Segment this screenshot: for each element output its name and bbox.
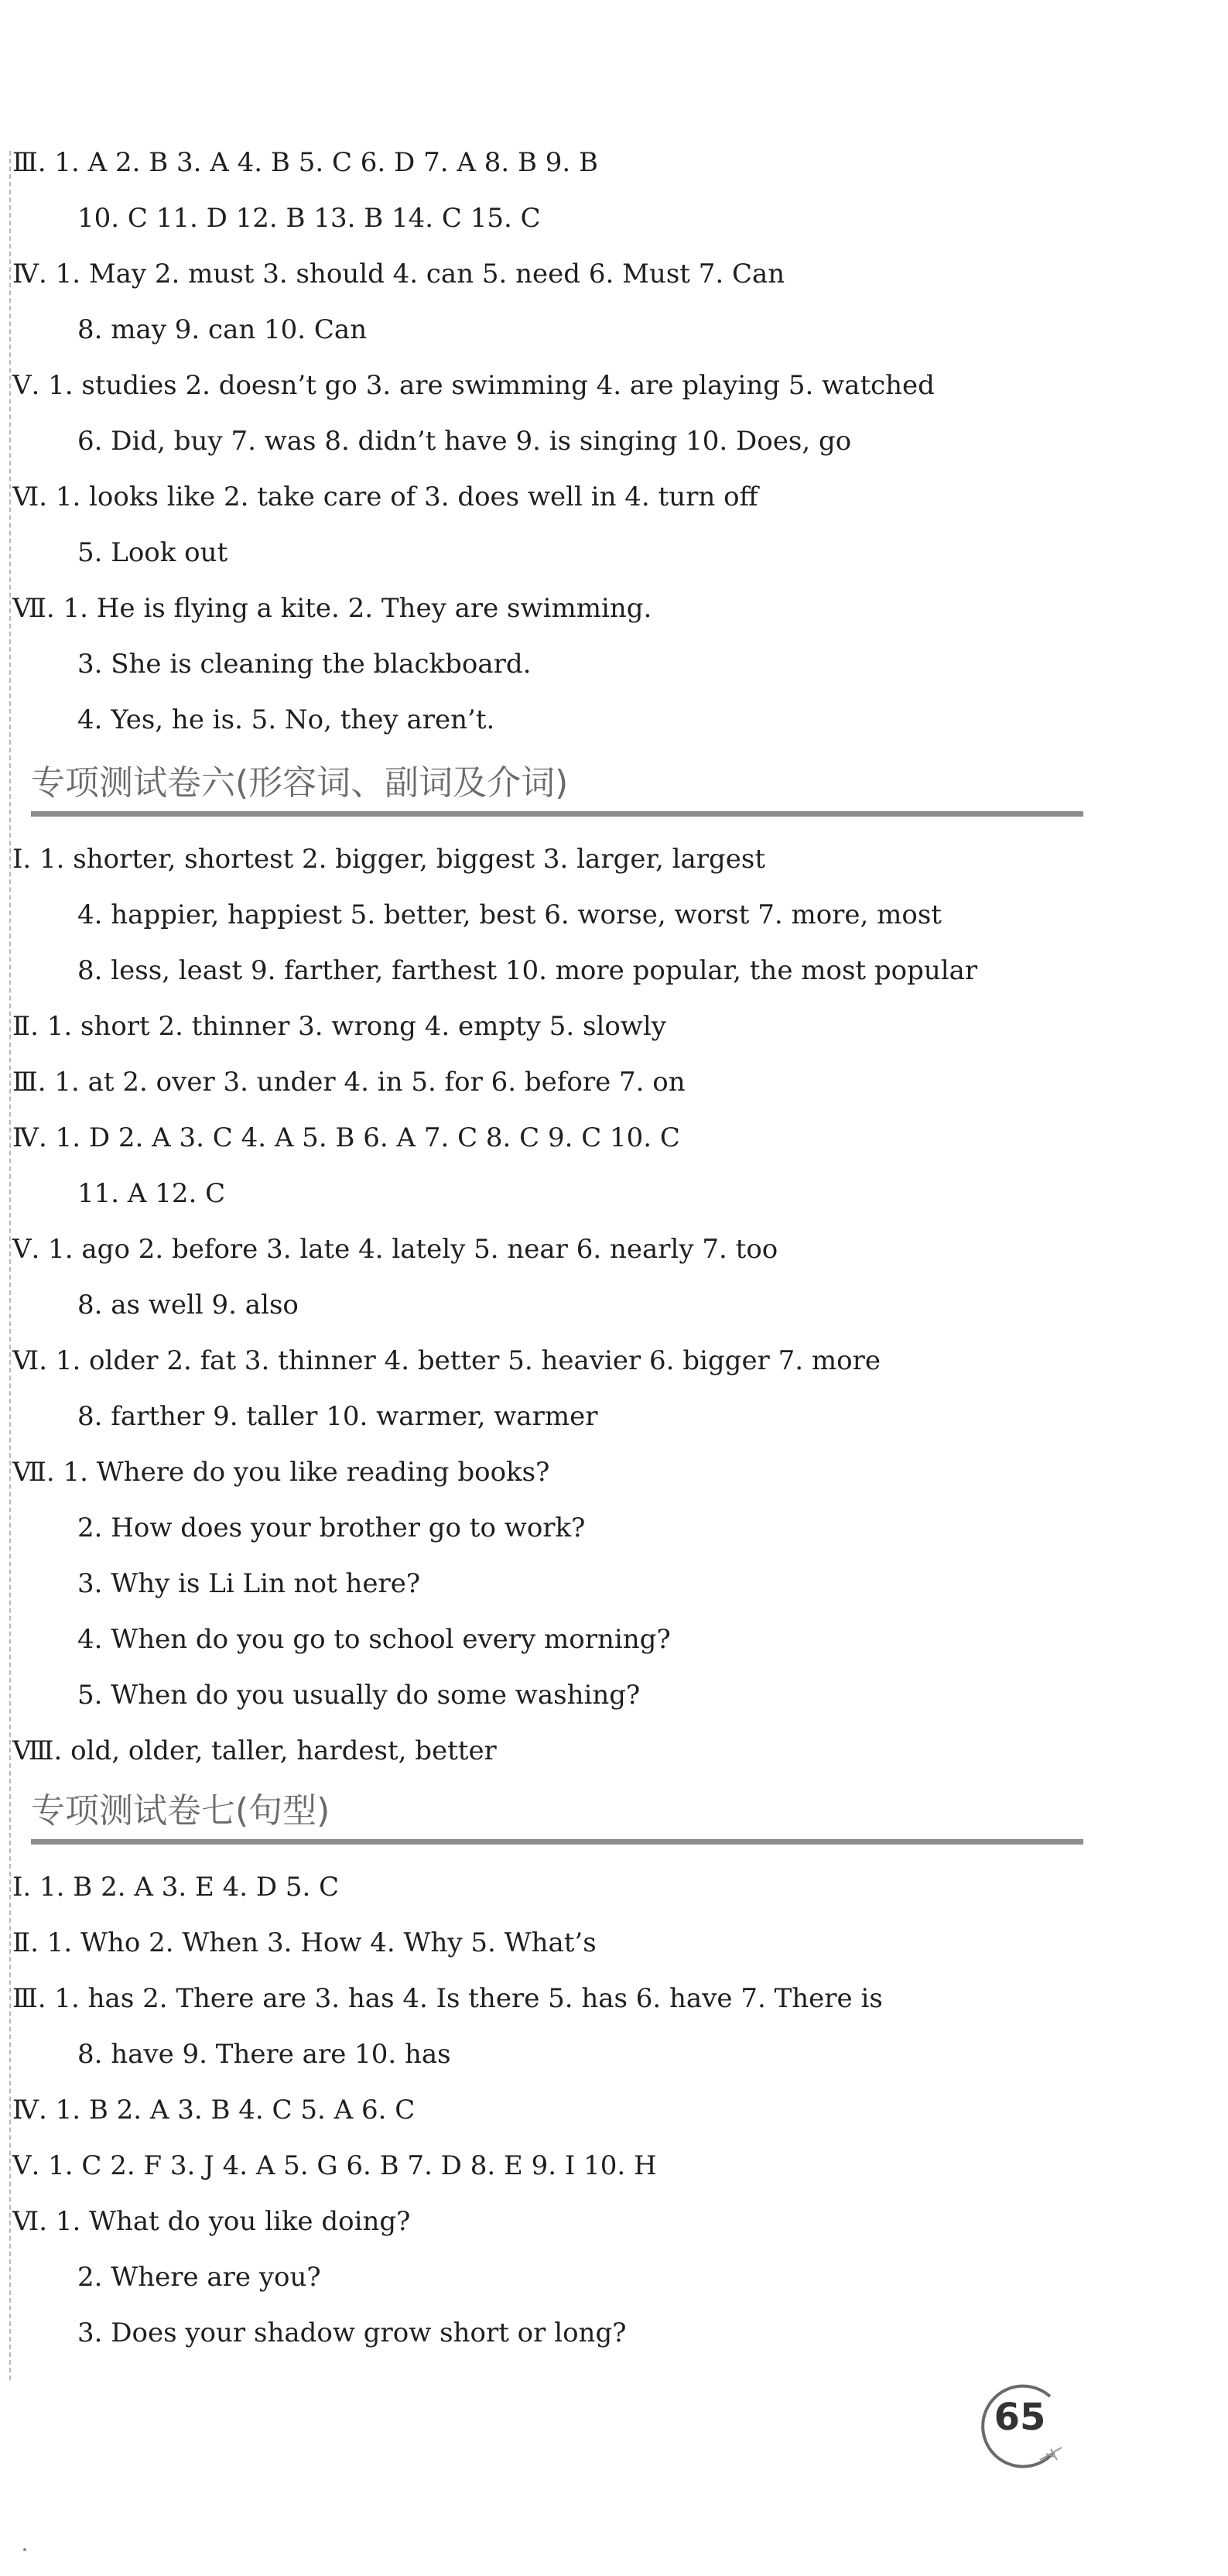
answer-line: Ⅷ. old, older, taller, hardest, better — [12, 1735, 497, 1766]
page-number: 65 — [994, 2396, 1046, 2439]
answer-line: 11. A 12. C — [77, 1178, 226, 1209]
answer-line: 4. Yes, he is. 5. No, they aren’t. — [77, 704, 495, 735]
answer-line: 2. Where are you? — [77, 2262, 321, 2293]
answer-line: Ⅵ. 1. What do you like doing? — [12, 2206, 411, 2237]
answer-line: Ⅵ. 1. older 2. fat 3. thinner 4. better 5. heavier 6. bigger 7. more — [12, 1345, 881, 1376]
answer-line: Ⅴ. 1. studies 2. doesn’t go 3. are swimming 4. are playing 5. watched — [12, 370, 935, 401]
answer-line: 5. When do you usually do some washing? — [77, 1680, 641, 1711]
answer-line: Ⅱ. 1. Who 2. When 3. How 4. Why 5. What’s — [12, 1927, 597, 1958]
answer-line: 4. When do you go to school every morning? — [77, 1624, 671, 1655]
answer-line: Ⅴ. 1. C 2. F 3. J 4. A 5. G 6. B 7. D 8. E 9. I 10. H — [12, 2150, 657, 2181]
answer-line: Ⅰ. 1. shorter, shortest 2. bigger, biggest 3. larger, largest — [12, 844, 765, 875]
answer-line: Ⅰ. 1. B 2. A 3. E 4. D 5. C — [12, 1872, 340, 1903]
answer-line: 6. Did, buy 7. was 8. didn’t have 9. is singing 10. Does, go — [77, 426, 852, 457]
answer-line: Ⅳ. 1. May 2. must 3. should 4. can 5. need 6. Must 7. Can — [12, 259, 785, 289]
answer-line: Ⅵ. 1. looks like 2. take care of 3. does well in 4. turn off — [12, 481, 758, 512]
answer-line: 3. Why is Li Lin not here? — [77, 1568, 421, 1599]
section-title-7: 专项测试卷七(句型) — [31, 1788, 1083, 1845]
section-title-6: 专项测试卷六(形容词、副词及介词) — [31, 760, 1083, 817]
answer-line: 3. Does your shadow grow short or long? — [77, 2317, 627, 2348]
answer-line: 3. She is cleaning the blackboard. — [77, 649, 532, 680]
answer-line: Ⅶ. 1. He is flying a kite. 2. They are swimming. — [12, 593, 652, 624]
answer-line: Ⅴ. 1. ago 2. before 3. late 4. lately 5. near 6. nearly 7. too — [12, 1234, 778, 1265]
answer-line: Ⅳ. 1. D 2. A 3. C 4. A 5. B 6. A 7. C 8. C 9. C 10. C — [12, 1122, 680, 1153]
answer-line: 8. may 9. can 10. Can — [77, 314, 368, 345]
answer-line: 8. have 9. There are 10. has — [77, 2039, 451, 2070]
answer-line: 4. happier, happiest 5. better, best 6. worse, worst 7. more, most — [77, 899, 942, 930]
answer-line: Ⅳ. 1. B 2. A 3. B 4. C 5. A 6. C — [12, 2095, 416, 2126]
answer-line: 8. farther 9. taller 10. warmer, warmer — [77, 1401, 598, 1432]
answer-line: 2. How does your brother go to work? — [77, 1512, 586, 1543]
answer-line: Ⅲ. 1. at 2. over 3. under 4. in 5. for 6. before 7. on — [12, 1067, 686, 1098]
binding-margin-line — [9, 151, 11, 2380]
answer-line: Ⅲ. 1. has 2. There are 3. has 4. Is there 5. has 6. have 7. There is — [12, 1983, 883, 2014]
answer-line: 8. less, least 9. farther, farthest 10. more popular, the most popular — [77, 955, 978, 986]
answer-line: 8. as well 9. also — [77, 1290, 299, 1321]
scan-speck — [23, 2548, 26, 2551]
answer-line: Ⅶ. 1. Where do you like reading books? — [12, 1457, 550, 1488]
answer-line: 10. C 11. D 12. B 13. B 14. C 15. C — [77, 203, 541, 234]
answer-line: Ⅲ. 1. A 2. B 3. A 4. B 5. C 6. D 7. A 8. B 9. B — [12, 147, 598, 178]
answer-line: 5. Look out — [77, 537, 228, 568]
answer-line: Ⅱ. 1. short 2. thinner 3. wrong 4. empty 5. slowly — [12, 1011, 666, 1042]
